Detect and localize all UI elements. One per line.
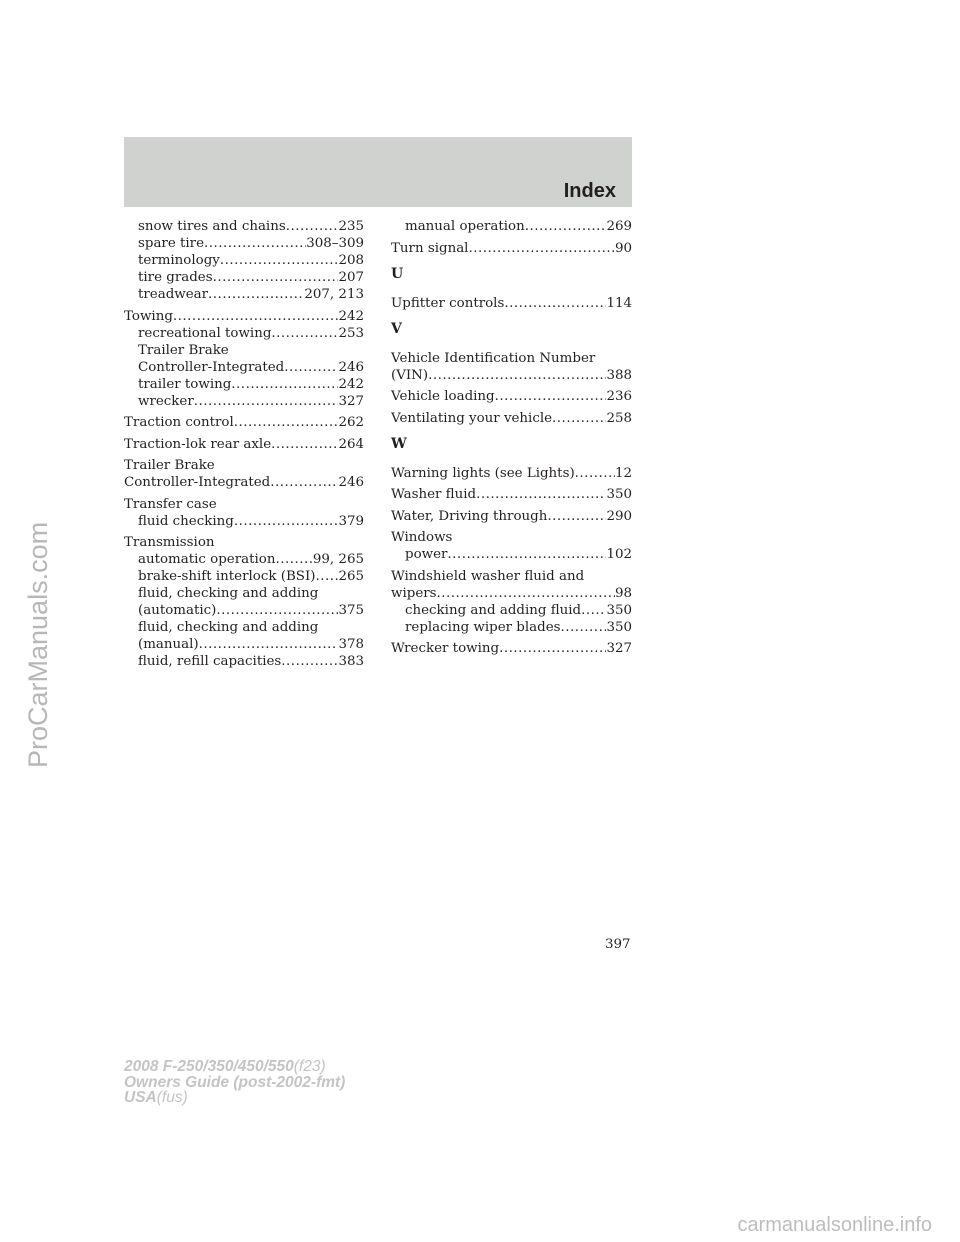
index-entry xyxy=(391,465,632,482)
entry-text: (VIN) xyxy=(391,367,429,383)
entry-text: Windows xyxy=(391,530,453,545)
footer-model: 2008 F-250/350/450/550 xyxy=(124,1058,294,1075)
dot-leader xyxy=(281,653,338,670)
dot-leader xyxy=(270,474,338,491)
entry-text: manual operation xyxy=(405,219,525,234)
entry-text: Warning lights (see Lights) xyxy=(391,465,575,481)
index-entry xyxy=(391,640,632,657)
index-entry xyxy=(124,325,364,342)
index-entry xyxy=(391,295,632,312)
entry-text: fluid, checking and adding xyxy=(138,620,319,635)
dot-leader xyxy=(575,465,615,482)
entry-text: trailer towing xyxy=(138,376,232,392)
entry-text: wrecker xyxy=(138,393,194,409)
index-entry xyxy=(124,393,364,410)
dot-leader xyxy=(437,585,615,602)
entry-page-ref: 308–309 xyxy=(306,236,364,251)
dot-leader xyxy=(234,513,339,530)
entry-text: Trailer Brake xyxy=(138,342,229,358)
entry-page-ref: 350 xyxy=(606,602,632,618)
entry-page-ref: 207 xyxy=(338,270,364,285)
index-entry xyxy=(124,376,364,393)
index-entry xyxy=(124,653,364,670)
dot-leader xyxy=(213,269,339,286)
entry-page-ref: 327 xyxy=(606,641,632,656)
index-entry xyxy=(124,585,364,619)
entry-text: Wrecker towing xyxy=(391,641,500,656)
dot-leader xyxy=(315,568,338,585)
entry-text: fluid checking xyxy=(138,513,234,529)
index-entry xyxy=(124,436,364,453)
index-entry xyxy=(124,252,364,269)
index-entry xyxy=(124,235,364,252)
entry-page-ref: 375 xyxy=(338,603,364,618)
entry-text: fluid, checking and adding xyxy=(138,586,319,601)
entry-page-ref: 12 xyxy=(614,465,632,481)
index-entry xyxy=(391,218,632,235)
index-entry xyxy=(124,496,364,530)
footer-market: USA xyxy=(124,1089,157,1106)
dot-leader xyxy=(547,508,606,525)
entry-text: tire grades xyxy=(138,270,213,285)
entry-page-ref: 350 xyxy=(606,619,632,635)
entry-page-ref: 99, 265 xyxy=(312,552,364,567)
entry-text: (manual) xyxy=(138,637,199,652)
entry-text: recreational towing xyxy=(138,325,272,341)
dot-leader xyxy=(447,546,606,563)
entry-page-ref: 383 xyxy=(338,654,364,669)
dot-leader xyxy=(286,218,339,235)
entry-page-ref: 246 xyxy=(338,359,364,375)
entry-text: automatic operation xyxy=(138,552,276,567)
index-entry xyxy=(391,529,632,563)
dot-leader xyxy=(234,414,339,431)
index-entry xyxy=(124,218,364,235)
index-entry xyxy=(391,508,632,525)
entry-page-ref: 208 xyxy=(338,253,364,268)
index-entry xyxy=(124,568,364,585)
entry-text: fluid, refill capacities xyxy=(138,654,282,669)
dot-leader xyxy=(208,286,304,303)
entry-page-ref: 98 xyxy=(614,585,632,601)
dot-leader xyxy=(173,308,339,325)
entry-text: Traction-lok rear axle xyxy=(124,436,272,452)
index-entry xyxy=(391,602,632,619)
index-entry xyxy=(391,240,632,257)
dot-leader xyxy=(504,295,606,312)
section-title: Index xyxy=(563,180,616,202)
watermark-carmanualsonline: carmanualsonline.info xyxy=(737,1214,932,1236)
entry-page-ref: 246 xyxy=(338,475,364,490)
entry-page-ref: 378 xyxy=(338,637,364,652)
entry-text: Traction control xyxy=(124,415,234,430)
dot-leader xyxy=(476,486,606,503)
entry-page-ref: 264 xyxy=(338,436,364,452)
entry-page-ref: 262 xyxy=(338,415,364,430)
dot-leader xyxy=(220,252,339,269)
dot-leader xyxy=(561,619,607,636)
dot-leader xyxy=(495,388,607,405)
entry-text: Water, Driving through xyxy=(391,508,548,524)
dot-leader xyxy=(468,240,614,257)
entry-text: Turn signal xyxy=(391,240,469,256)
index-entry xyxy=(124,457,364,491)
entry-text: Washer fluid xyxy=(391,487,477,502)
entry-text: Vehicle loading xyxy=(391,389,495,404)
entry-page-ref: 290 xyxy=(606,508,632,524)
index-entry xyxy=(124,414,364,431)
entry-text: Towing xyxy=(124,308,173,324)
dot-leader xyxy=(204,235,306,252)
entry-page-ref: 327 xyxy=(338,393,364,409)
dot-leader xyxy=(581,602,606,619)
entry-text: snow tires and chains xyxy=(138,219,286,234)
page-number: 397 xyxy=(605,937,631,952)
footer-guide-name: Owners Guide (post-2002-fmt) xyxy=(124,1073,346,1091)
index-entry xyxy=(391,619,632,636)
entry-page-ref: 242 xyxy=(338,308,364,324)
dot-leader xyxy=(499,640,606,657)
entry-text: Controller-Integrated xyxy=(124,475,271,490)
entry-text: brake-shift interlock (BSI) xyxy=(138,569,316,584)
dot-leader xyxy=(216,602,338,619)
dot-leader xyxy=(428,367,606,384)
entry-page-ref: 236 xyxy=(606,389,632,404)
dot-leader xyxy=(525,218,607,235)
dot-leader xyxy=(271,325,338,342)
entry-text: checking and adding fluid xyxy=(405,602,582,618)
document-footer xyxy=(124,1059,345,1106)
index-entry xyxy=(124,619,364,653)
index-letter-heading: W xyxy=(391,435,407,452)
dot-leader xyxy=(231,376,338,393)
entry-page-ref: 90 xyxy=(614,240,632,256)
entry-page-ref: 258 xyxy=(606,410,632,426)
entry-text: Windshield washer fluid and xyxy=(391,568,585,584)
entry-text: Upfitter controls xyxy=(391,295,505,311)
entry-text: Controller-Integrated xyxy=(138,359,285,375)
entry-text: Trailer Brake xyxy=(124,458,215,473)
entry-text: power xyxy=(405,547,448,562)
watermark-procarmanuals: ProCarManuals.com xyxy=(23,521,53,768)
dot-leader xyxy=(284,359,338,376)
entry-text: Vehicle Identification Number xyxy=(391,350,596,366)
entry-text: replacing wiper blades xyxy=(405,619,561,635)
footer-model-code: (f23) xyxy=(293,1058,326,1075)
dot-leader xyxy=(275,551,312,568)
index-entry xyxy=(391,388,632,405)
entry-page-ref: 207, 213 xyxy=(304,287,364,302)
entry-text: treadwear xyxy=(138,287,209,302)
index-entry xyxy=(124,308,364,325)
entry-page-ref: 265 xyxy=(338,569,364,584)
index-entry xyxy=(391,568,632,602)
dot-leader xyxy=(271,436,338,453)
entry-page-ref: 269 xyxy=(606,219,632,234)
section-header-band xyxy=(124,137,632,207)
entry-page-ref: 379 xyxy=(338,513,364,529)
dot-leader xyxy=(194,393,339,410)
footer-market-code: (fus) xyxy=(156,1089,188,1106)
entry-text: terminology xyxy=(138,253,220,268)
entry-page-ref: 242 xyxy=(338,376,364,392)
index-entry xyxy=(124,342,364,376)
dot-leader xyxy=(199,636,339,653)
entry-text: Ventilating your vehicle xyxy=(391,410,553,426)
entry-page-ref: 253 xyxy=(338,325,364,341)
entry-text: spare tire xyxy=(138,236,204,251)
entry-page-ref: 235 xyxy=(338,219,364,234)
entry-page-ref: 102 xyxy=(606,547,632,562)
entry-text: wipers xyxy=(391,585,437,601)
index-entry xyxy=(124,269,364,286)
index-entry xyxy=(124,534,364,568)
entry-text: Transmission xyxy=(124,535,215,550)
index-entry xyxy=(391,486,632,503)
entry-text: (automatic) xyxy=(138,603,217,618)
index-entry xyxy=(391,350,632,384)
index-entry xyxy=(124,286,364,303)
index-column-left xyxy=(124,218,364,675)
index-letter-heading: V xyxy=(391,320,402,337)
dot-leader xyxy=(552,410,606,427)
index-entry xyxy=(391,410,632,427)
index-column-right xyxy=(391,218,632,662)
entry-page-ref: 388 xyxy=(606,367,632,383)
entry-page-ref: 350 xyxy=(606,487,632,502)
entry-page-ref: 114 xyxy=(606,295,632,311)
index-letter-heading: U xyxy=(391,265,404,282)
entry-text: Transfer case xyxy=(124,496,217,512)
